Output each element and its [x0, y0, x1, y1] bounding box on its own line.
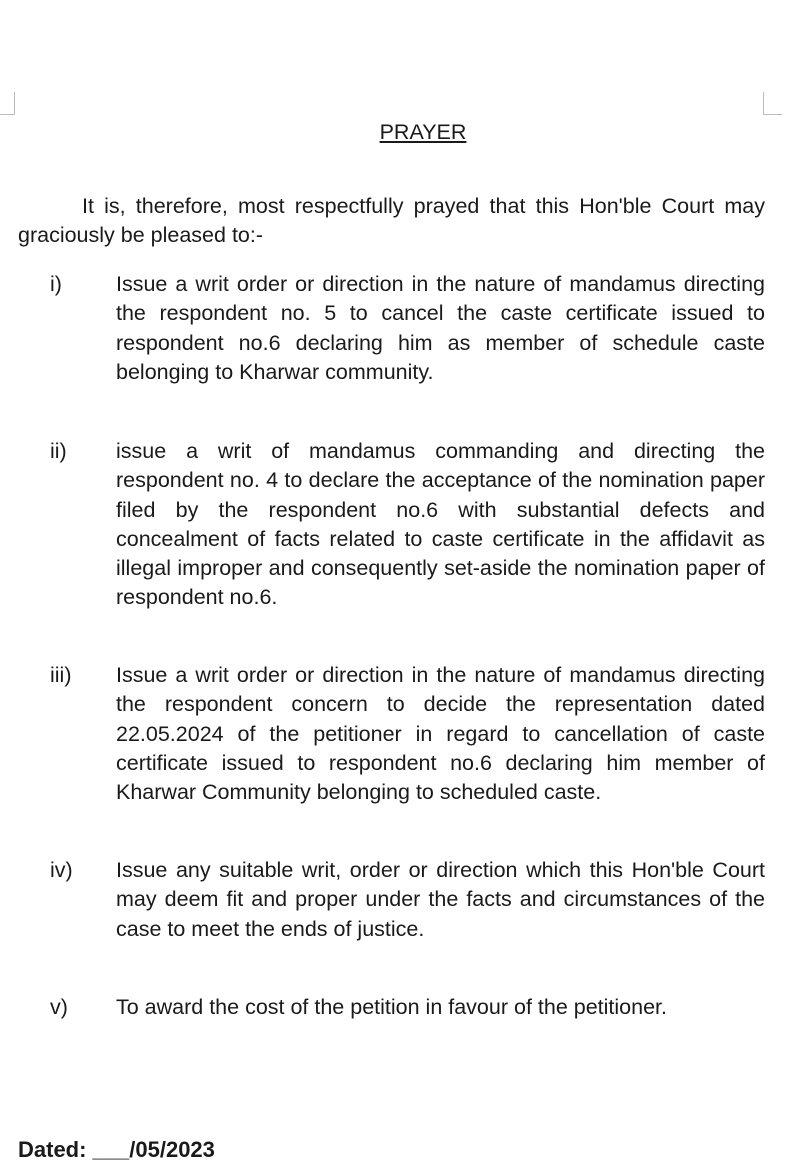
item-text: Issue a writ order or direction in the nature of mandamus directing the respondent no. 5 to cancel the caste certificate issued to respondent no.6 declaring him as member of schedule caste belonging to Kharwar community.	[116, 272, 765, 384]
item-text: To award the cost of the petition in favour of the petitioner.	[116, 995, 667, 1019]
intro-paragraph: It is, therefore, most respectfully prayed that this Hon'ble Court may graciously be pleased to:-	[18, 194, 765, 248]
page-title: PRAYER	[379, 120, 467, 144]
prayer-item	[50, 856, 765, 944]
prayer-item	[50, 270, 765, 387]
dated-line: Dated: ___/05/2023	[18, 1137, 215, 1162]
item-number: i)	[50, 272, 62, 296]
page-corner-mark-right	[763, 92, 782, 115]
item-text: issue a writ of mandamus commanding and directing the respondent no. 4 to declare the acceptance of the nomination paper filed by the respondent no.6 with substantial defects and concealment of facts related to caste certificate in the affidavit as illegal improper and consequently set-aside the nomination paper of respondent no.6.	[116, 439, 765, 610]
page-corner-mark-left	[0, 92, 15, 115]
prayer-item	[50, 661, 765, 807]
prayer-item	[50, 993, 765, 1022]
item-number: iii)	[50, 663, 72, 687]
item-number: iv)	[50, 858, 73, 882]
item-number: ii)	[50, 439, 67, 463]
item-text: Issue any suitable writ, order or direction which this Hon'ble Court may deem fit and proper under the facts and circumstances of the case to meet the ends of justice.	[116, 858, 765, 941]
item-number: v)	[50, 995, 68, 1019]
prayer-item	[50, 437, 765, 613]
item-text: Issue a writ order or direction in the nature of mandamus directing the respondent concern to decide the representation dated 22.05.2024 of the petitioner in regard to cancellation of caste certificate issued to respondent no.6 declaring him member of Kharwar Community belonging to scheduled caste.	[116, 663, 765, 805]
